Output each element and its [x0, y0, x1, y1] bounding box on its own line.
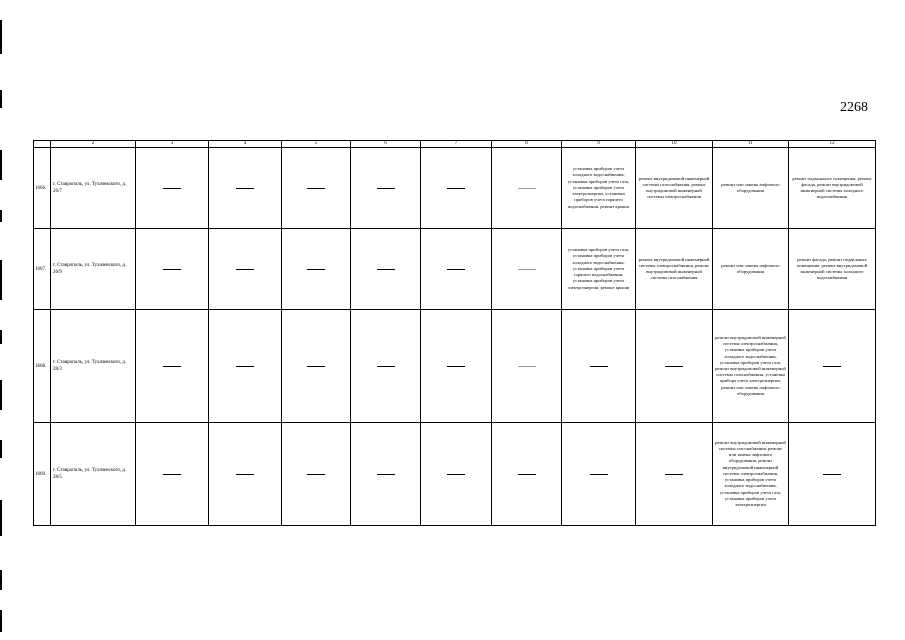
address-cell: г. Ставрополь, ул. Тухачевского, д. 28/5 — [51, 423, 136, 526]
empty-cell — [136, 148, 209, 229]
dash-mark — [447, 269, 465, 270]
empty-cell — [636, 423, 713, 526]
empty-cell — [636, 310, 713, 423]
empty-cell — [492, 229, 562, 310]
dash-mark — [823, 366, 841, 367]
dash-mark — [307, 269, 325, 270]
dash-mark — [447, 474, 465, 475]
page-number: 2268 — [840, 100, 868, 115]
dash-mark — [377, 474, 395, 475]
empty-cell — [209, 310, 282, 423]
empty-cell — [562, 310, 636, 423]
dash-mark — [823, 474, 841, 475]
empty-cell — [562, 423, 636, 526]
row-number: 1668. — [34, 310, 51, 423]
empty-cell — [421, 148, 492, 229]
work-cell: ремонт внутридомовой инженерной системы газоснабжения, ремонт или замена лифтового оборудования, ремонт внутридомовой инженерной системы электроснабжения, установка приборов учета холодного водоснабжения, установка приборов учета газа, установка приборов учета электроэнергии — [713, 423, 789, 526]
empty-cell — [492, 310, 562, 423]
column-header: 12 — [789, 141, 876, 148]
empty-cell — [282, 423, 351, 526]
row-number: 1666. — [34, 148, 51, 229]
dash-mark — [665, 366, 683, 367]
dash-mark — [518, 366, 536, 367]
empty-cell — [282, 148, 351, 229]
empty-cell — [492, 148, 562, 229]
empty-cell — [209, 148, 282, 229]
empty-cell — [282, 310, 351, 423]
header-row — [34, 141, 876, 148]
address-cell: г. Ставрополь, ул. Тухачевского, д. 26/7 — [51, 148, 136, 229]
empty-cell — [421, 310, 492, 423]
empty-cell — [421, 423, 492, 526]
work-cell: ремонт или замена лифтового оборудования — [713, 148, 789, 229]
empty-cell — [351, 310, 421, 423]
column-header: 11 — [713, 141, 789, 148]
dash-mark — [665, 474, 683, 475]
dash-mark — [236, 366, 254, 367]
empty-cell — [136, 310, 209, 423]
empty-cell — [136, 229, 209, 310]
dash-mark — [377, 366, 395, 367]
dash-mark — [307, 474, 325, 475]
dash-mark — [518, 269, 536, 270]
work-cell: ремонт внутридомовой инженерной системы газоснабжения, ремонт внутридомовой инженерной системы электроснабжения — [636, 148, 713, 229]
empty-cell — [209, 423, 282, 526]
column-header: 10 — [636, 141, 713, 148]
work-cell: ремонт или замена лифтового оборудования — [713, 229, 789, 310]
dash-mark — [447, 188, 465, 189]
table-row — [34, 148, 876, 229]
work-cell: установка приборов учета газа, установка приборов учета холодного водоснабжения, установка приборов учета горячего водоснабжения, установка приборов учета электроэнергии, ремонт крыши — [562, 229, 636, 310]
column-header: 3 — [136, 141, 209, 148]
empty-cell — [351, 423, 421, 526]
address-cell: г. Ставрополь, ул. Тухачевского, д. 28/3 — [51, 310, 136, 423]
empty-cell — [421, 229, 492, 310]
dash-mark — [163, 474, 181, 475]
row-number: 1667. — [34, 229, 51, 310]
empty-cell — [351, 229, 421, 310]
column-header: 7 — [421, 141, 492, 148]
column-header: 2 — [51, 141, 136, 148]
dash-mark — [590, 474, 608, 475]
dash-mark — [377, 188, 395, 189]
dash-mark — [163, 269, 181, 270]
empty-cell — [789, 310, 876, 423]
empty-cell — [136, 423, 209, 526]
dash-mark — [163, 366, 181, 367]
table-row — [34, 229, 876, 310]
dash-mark — [447, 366, 465, 367]
dash-mark — [236, 269, 254, 270]
column-header — [34, 141, 51, 148]
address-cell: г. Ставрополь, ул. Тухачевского, д. 26/9 — [51, 229, 136, 310]
dash-mark — [236, 474, 254, 475]
column-header: 9 — [562, 141, 636, 148]
table-row — [34, 310, 876, 423]
table-row — [34, 423, 876, 526]
work-cell: ремонт подвального помещения, ремонт фасада, ремонт внутридомовой инженерной системы холодного водоснабжения — [789, 148, 876, 229]
empty-cell — [351, 148, 421, 229]
dash-mark — [518, 474, 536, 475]
dash-mark — [590, 366, 608, 367]
column-header: 5 — [282, 141, 351, 148]
work-cell: ремонт фасада, ремонт подвальных помещения, ремонт внутридомовой инженерной системы холодного водоснабжения — [789, 229, 876, 310]
dash-mark — [377, 269, 395, 270]
work-cell: ремонт внутридомовой инженерной системы электроснабжения, установка приборов учета холодного водоснабжения, установка приборов учета газа, ремонт внутридомовой инженерной системы газоснабжения, установка прибора учета электроэнергии, ремонт или замена лифтового оборудования — [713, 310, 789, 423]
column-header: 6 — [351, 141, 421, 148]
empty-cell — [492, 423, 562, 526]
empty-cell — [789, 423, 876, 526]
work-cell: ремонт внутридомовой инженерной системы электроснабжения, ремонт внутридомовой инженерной системы газоснабжения — [636, 229, 713, 310]
dash-mark — [307, 366, 325, 367]
work-cell: установка приборов учета холодного водоснабжения, установка приборов учета газа, установка приборов учета электроэнергии, установка приборов учета горячего водоснабжения, ремонт крыши — [562, 148, 636, 229]
column-header: 4 — [209, 141, 282, 148]
dash-mark — [518, 188, 536, 189]
empty-cell — [209, 229, 282, 310]
column-header: 8 — [492, 141, 562, 148]
dash-mark — [307, 188, 325, 189]
dash-mark — [236, 188, 254, 189]
data-table — [33, 140, 876, 526]
left-edge-marks — [0, 0, 4, 640]
row-number: 1669. — [34, 423, 51, 526]
empty-cell — [282, 229, 351, 310]
dash-mark — [163, 188, 181, 189]
